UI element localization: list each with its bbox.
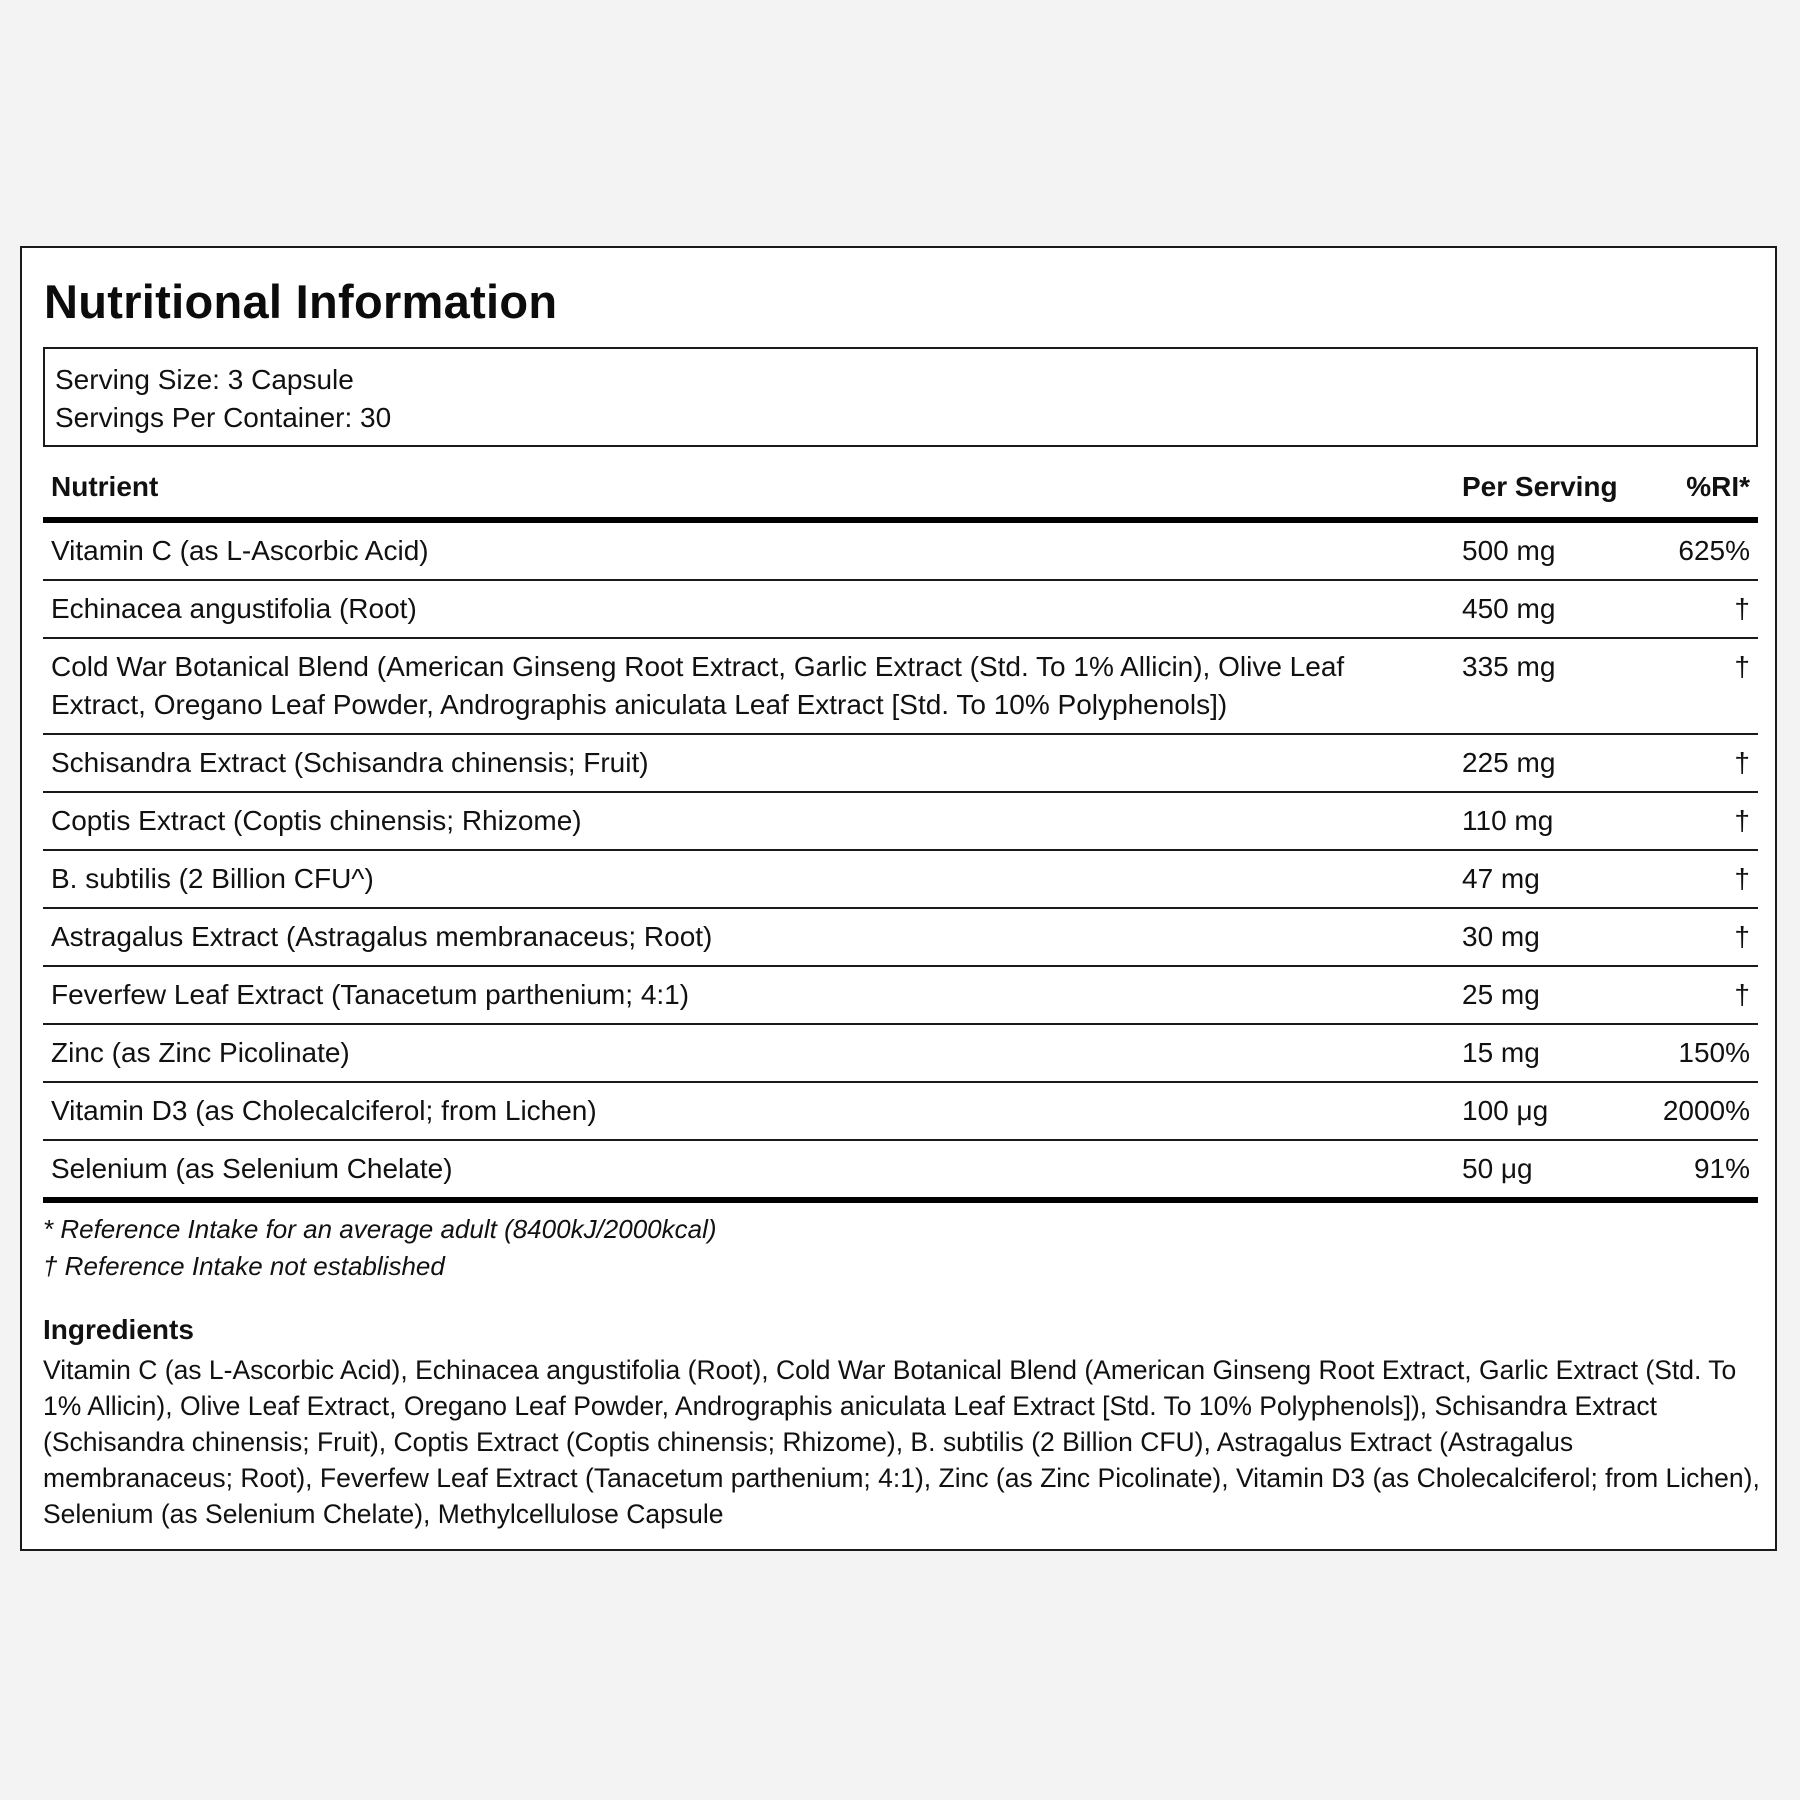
footnote-reference-intake: * Reference Intake for an average adult (8400kJ/2000kcal) xyxy=(43,1214,717,1244)
nutrient-name: Vitamin D3 (as Cholecalciferol; from Lichen) xyxy=(43,1082,1454,1140)
nutrient-name: Cold War Botanical Blend (American Ginseng Root Extract, Garlic Extract (Std. To 1% Allicin), Olive Leaf Extract, Oregano Leaf Powder, Andrographis aniculata Leaf Extract [Std. To 10% Polyphenols]) xyxy=(43,638,1454,734)
nutrient-table xyxy=(43,456,1758,1203)
nutrient-ri: † xyxy=(1650,638,1758,734)
nutrient-ri: 91% xyxy=(1650,1140,1758,1200)
page-title: Nutritional Information xyxy=(44,275,558,328)
nutrient-amount: 30 mg xyxy=(1454,908,1650,966)
nutrient-name: Schisandra Extract (Schisandra chinensis; Fruit) xyxy=(43,734,1454,792)
nutrient-name: Echinacea angustifolia (Root) xyxy=(43,580,1454,638)
table-row xyxy=(43,520,1758,580)
nutrient-ri: 150% xyxy=(1650,1024,1758,1082)
nutrient-name: Zinc (as Zinc Picolinate) xyxy=(43,1024,1454,1082)
nutrient-amount: 15 mg xyxy=(1454,1024,1650,1082)
nutrient-amount: 335 mg xyxy=(1454,638,1650,734)
column-header-per-serving: Per Serving xyxy=(1454,456,1650,520)
table-row xyxy=(43,1082,1758,1140)
column-header-ri: %RI* xyxy=(1650,456,1758,520)
table-row xyxy=(43,1140,1758,1200)
serving-size: Serving Size: 3 Capsule xyxy=(55,364,354,395)
table-row xyxy=(43,1024,1758,1082)
nutrient-rows xyxy=(43,520,1758,1200)
column-header-nutrient: Nutrient xyxy=(43,456,1454,520)
table-row xyxy=(43,734,1758,792)
nutrient-ri: † xyxy=(1650,850,1758,908)
nutrient-ri: † xyxy=(1650,580,1758,638)
nutrient-name: Selenium (as Selenium Chelate) xyxy=(43,1140,1454,1200)
nutrient-amount: 100 μg xyxy=(1454,1082,1650,1140)
nutrient-amount: 225 mg xyxy=(1454,734,1650,792)
nutrient-ri: 625% xyxy=(1650,520,1758,580)
nutrient-name: Vitamin C (as L-Ascorbic Acid) xyxy=(43,520,1454,580)
nutrient-amount: 50 μg xyxy=(1454,1140,1650,1200)
nutrition-panel xyxy=(20,246,1777,1551)
nutrient-amount: 110 mg xyxy=(1454,792,1650,850)
nutrient-amount: 500 mg xyxy=(1454,520,1650,580)
footnotes xyxy=(43,1211,1758,1285)
nutrient-name: B. subtilis (2 Billion CFU^) xyxy=(43,850,1454,908)
nutrient-ri: 2000% xyxy=(1650,1082,1758,1140)
serving-info-box xyxy=(43,347,1758,447)
ingredients-heading: Ingredients xyxy=(43,1314,194,1345)
nutrient-amount: 47 mg xyxy=(1454,850,1650,908)
table-row xyxy=(43,638,1758,734)
ingredients-list: Vitamin C (as L-Ascorbic Acid), Echinacea angustifolia (Root), Cold War Botanical Blend (American Ginseng Root Extract, Garlic Extract (Std. To 1% Allicin), Olive Leaf Extract, Oregano Leaf Powder, Andrographis aniculata Leaf Extract [Std. To 10% Polyphenols]), Schisandra Extract (Schisandra chinensis; Fruit), Coptis Extract (Coptis chinensis; Rhizome), B. subtilis (2 Billion CFU), Astragalus Extract (Astragalus membranaceus; Root), Feverfew Leaf Extract (Tanacetum parthenium; 4:1), Zinc (as Zinc Picolinate), Vitamin D3 (as Cholecalciferol; from Lichen), Selenium (as Selenium Chelate), Methylcellulose Capsule xyxy=(43,1355,1760,1529)
nutrient-name: Coptis Extract (Coptis chinensis; Rhizome) xyxy=(43,792,1454,850)
nutrient-ri: † xyxy=(1650,908,1758,966)
nutrient-ri: † xyxy=(1650,966,1758,1024)
table-row xyxy=(43,792,1758,850)
servings-per-container: Servings Per Container: 30 xyxy=(55,402,392,433)
nutrient-name: Feverfew Leaf Extract (Tanacetum parthenium; 4:1) xyxy=(43,966,1454,1024)
nutrient-amount: 25 mg xyxy=(1454,966,1650,1024)
table-header-row xyxy=(43,456,1758,520)
nutrient-amount: 450 mg xyxy=(1454,580,1650,638)
nutrient-ri: † xyxy=(1650,792,1758,850)
footnote-not-established: † Reference Intake not established xyxy=(43,1251,445,1281)
table-row xyxy=(43,966,1758,1024)
table-row xyxy=(43,908,1758,966)
table-row xyxy=(43,850,1758,908)
nutrient-name: Astragalus Extract (Astragalus membranaceus; Root) xyxy=(43,908,1454,966)
nutrient-ri: † xyxy=(1650,734,1758,792)
table-row xyxy=(43,580,1758,638)
